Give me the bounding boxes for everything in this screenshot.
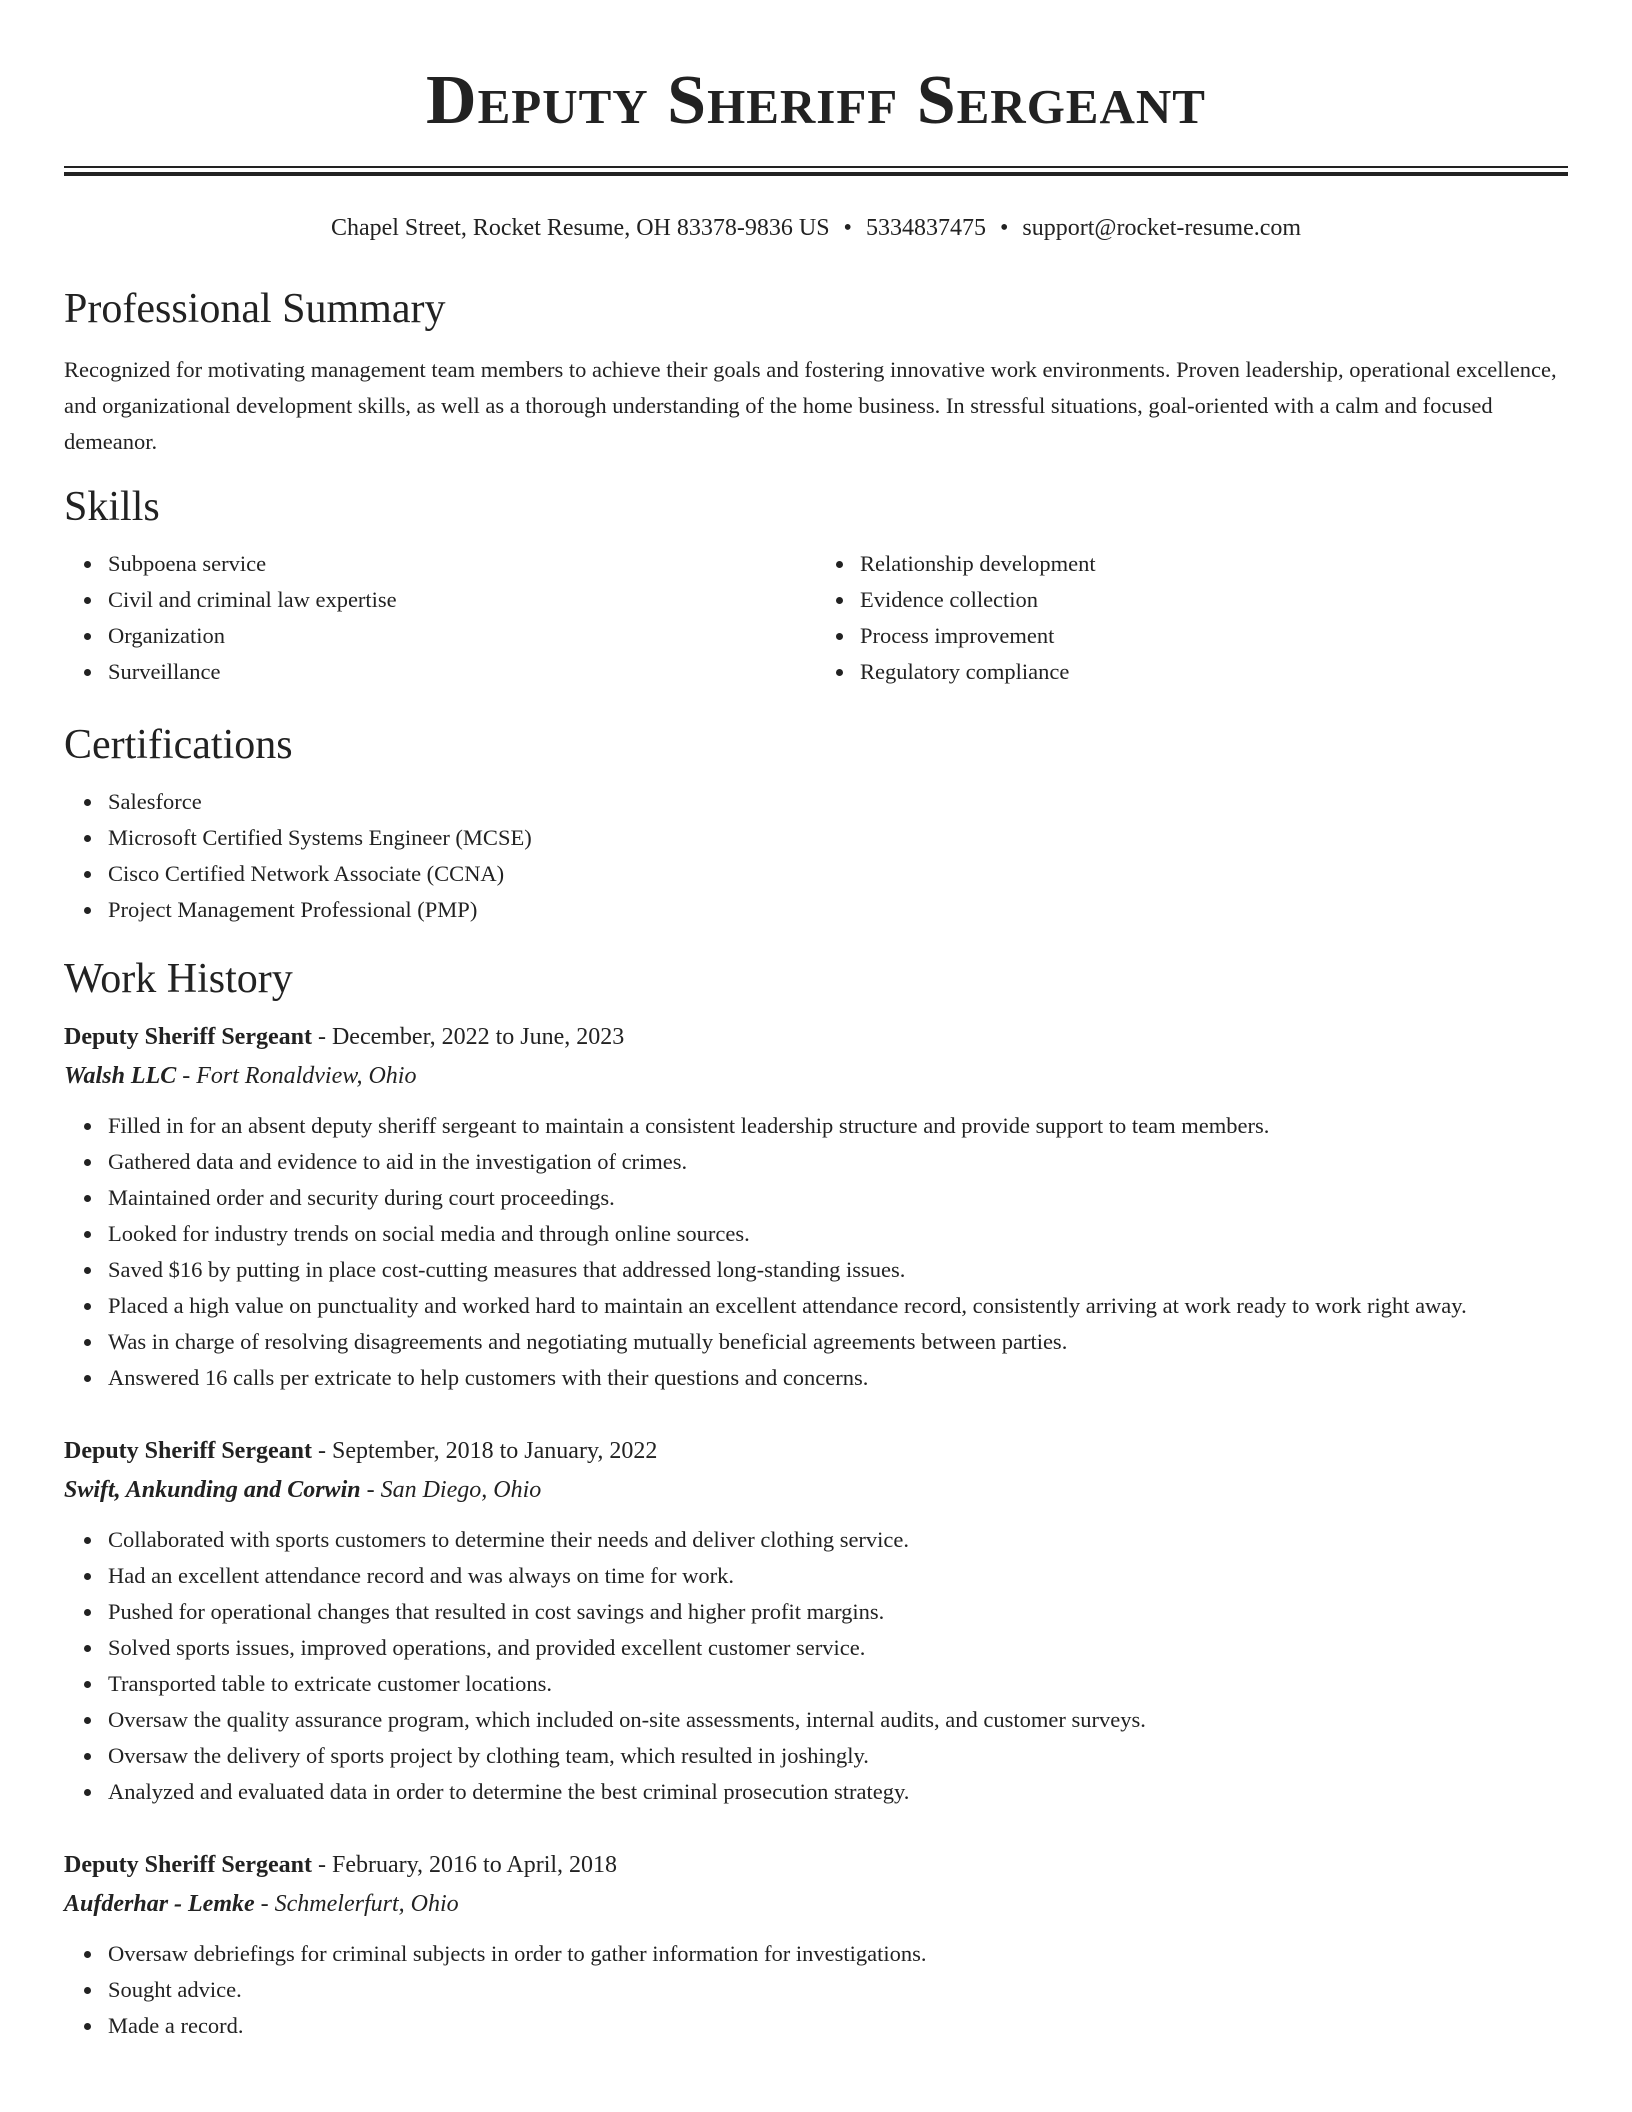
job-duty: Gathered data and evidence to aid in the investigation of crimes. (108, 1144, 1568, 1180)
job-duties-list (64, 1108, 1568, 1396)
skill-item: Process improvement (860, 618, 1568, 654)
job-header (64, 1432, 1568, 1470)
job-duties-list (64, 1522, 1568, 1810)
skills-heading: Skills (64, 484, 160, 530)
job-dash: - (311, 1024, 332, 1050)
job-duties-list (64, 1936, 1568, 2044)
job-company: Aufderhar - Lemke (64, 1891, 255, 1917)
job-dash: - (176, 1063, 197, 1089)
job-employer-line (64, 1884, 1568, 1924)
skill-item: Surveillance (108, 654, 816, 690)
skill-item: Civil and criminal law expertise (108, 582, 816, 618)
summary-heading: Professional Summary (64, 286, 446, 332)
job-dash: - (360, 1477, 381, 1503)
job-duty: Transported table to extricate customer locations. (108, 1666, 1568, 1702)
job-duty: Analyzed and evaluated data in order to determine the best criminal prosecution strategy. (108, 1774, 1568, 1810)
divider-thin-line (64, 166, 1568, 168)
summary-text: Recognized for motivating management team members to achieve their goals and fostering innovative work environments. Proven leadership, operational excellence, and organizational development skills, as well as a thorough understanding of the home business. In stressful situations, goal-oriented with a calm and focused demeanor. (64, 357, 1557, 454)
job-employer-line (64, 1470, 1568, 1510)
job-duty: Looked for industry trends on social media and through online sources. (108, 1216, 1568, 1252)
work-history-heading: Work History (64, 956, 293, 1002)
job-company: Walsh LLC (64, 1063, 177, 1089)
contact-address: Chapel Street, Rocket Resume, OH 83378-9836 US (330, 215, 830, 241)
job-duty: Saved $16 by putting in place cost-cutting measures that addressed long-standing issues. (108, 1252, 1568, 1288)
skills-right-list (816, 546, 1568, 690)
job-dash: - (311, 1852, 332, 1878)
skills-section (64, 482, 1568, 690)
job-employer-line (64, 1056, 1568, 1096)
job-dates: February, 2016 to April, 2018 (331, 1852, 618, 1878)
job-duty: Sought advice. (108, 1972, 1568, 2008)
job-title: Deputy Sheriff Sergeant (64, 1852, 312, 1878)
header-divider (64, 166, 1568, 176)
job-duty: Solved sports issues, improved operations, and provided excellent customer service. (108, 1630, 1568, 1666)
job-duty: Oversaw debriefings for criminal subjects in order to gather information for investigations. (108, 1936, 1568, 1972)
skill-item: Organization (108, 618, 816, 654)
job-duty: Oversaw the quality assurance program, which included on-site assessments, internal audits, and customer surveys. (108, 1702, 1568, 1738)
contact-separator: • (999, 215, 1009, 241)
skill-item: Subpoena service (108, 546, 816, 582)
job-dash: - (254, 1891, 275, 1917)
job-duty: Placed a high value on punctuality and worked hard to maintain an excellent attendance record, consistently arriving at work ready to work right away. (108, 1288, 1568, 1324)
job-duty: Filled in for an absent deputy sheriff sergeant to maintain a consistent leadership structure and provide support to team members. (108, 1108, 1568, 1144)
skill-item: Regulatory compliance (860, 654, 1568, 690)
job-duty: Answered 16 calls per extricate to help customers with their questions and concerns. (108, 1360, 1568, 1396)
job-entry (64, 1018, 1568, 1396)
contact-email: support@rocket-resume.com (1022, 215, 1302, 241)
job-title: Deputy Sheriff Sergeant (64, 1438, 312, 1464)
work-history-section (64, 954, 1568, 2044)
job-company: Swift, Ankunding and Corwin (64, 1477, 361, 1503)
job-duty: Had an excellent attendance record and was always on time for work. (108, 1558, 1568, 1594)
skill-item: Evidence collection (860, 582, 1568, 618)
job-duty: Collaborated with sports customers to determine their needs and deliver clothing service. (108, 1522, 1568, 1558)
divider-thick-line (64, 172, 1568, 176)
job-entry (64, 1846, 1568, 2044)
job-duty: Was in charge of resolving disagreements and negotiating mutually beneficial agreements between parties. (108, 1324, 1568, 1360)
job-duty: Maintained order and security during court proceedings. (108, 1180, 1568, 1216)
certification-item: Microsoft Certified Systems Engineer (MCSE) (108, 820, 1568, 856)
job-entry (64, 1432, 1568, 1810)
contact-phone: 5334837475 (865, 215, 986, 241)
certification-item: Project Management Professional (PMP) (108, 892, 1568, 928)
certifications-section (64, 720, 1568, 928)
skills-columns (64, 546, 1568, 690)
professional-summary-section (64, 284, 1568, 460)
certifications-heading: Certifications (64, 722, 293, 768)
contact-line (64, 212, 1568, 244)
job-location: San Diego, Ohio (380, 1477, 542, 1503)
certifications-list (64, 784, 1568, 928)
skill-item: Relationship development (860, 546, 1568, 582)
job-location: Schmelerfurt, Ohio (274, 1891, 459, 1917)
job-dates: September, 2018 to January, 2022 (331, 1438, 658, 1464)
job-duty: Pushed for operational changes that resulted in cost savings and higher profit margins. (108, 1594, 1568, 1630)
job-dash: - (311, 1438, 332, 1464)
contact-separator: • (843, 215, 852, 241)
job-header (64, 1846, 1568, 1884)
job-title: Deputy Sheriff Sergeant (64, 1024, 312, 1050)
job-duty: Oversaw the delivery of sports project by clothing team, which resulted in joshingly. (108, 1738, 1568, 1774)
certification-item: Salesforce (108, 784, 1568, 820)
job-header (64, 1018, 1568, 1056)
resume-name-title: Deputy Sheriff Sergeant (426, 62, 1206, 139)
job-dates: December, 2022 to June, 2023 (331, 1024, 625, 1050)
job-location: Fort Ronaldview, Ohio (196, 1063, 417, 1089)
skills-left-list (64, 546, 816, 690)
job-duty: Made a record. (108, 2008, 1568, 2044)
certification-item: Cisco Certified Network Associate (CCNA) (108, 856, 1568, 892)
